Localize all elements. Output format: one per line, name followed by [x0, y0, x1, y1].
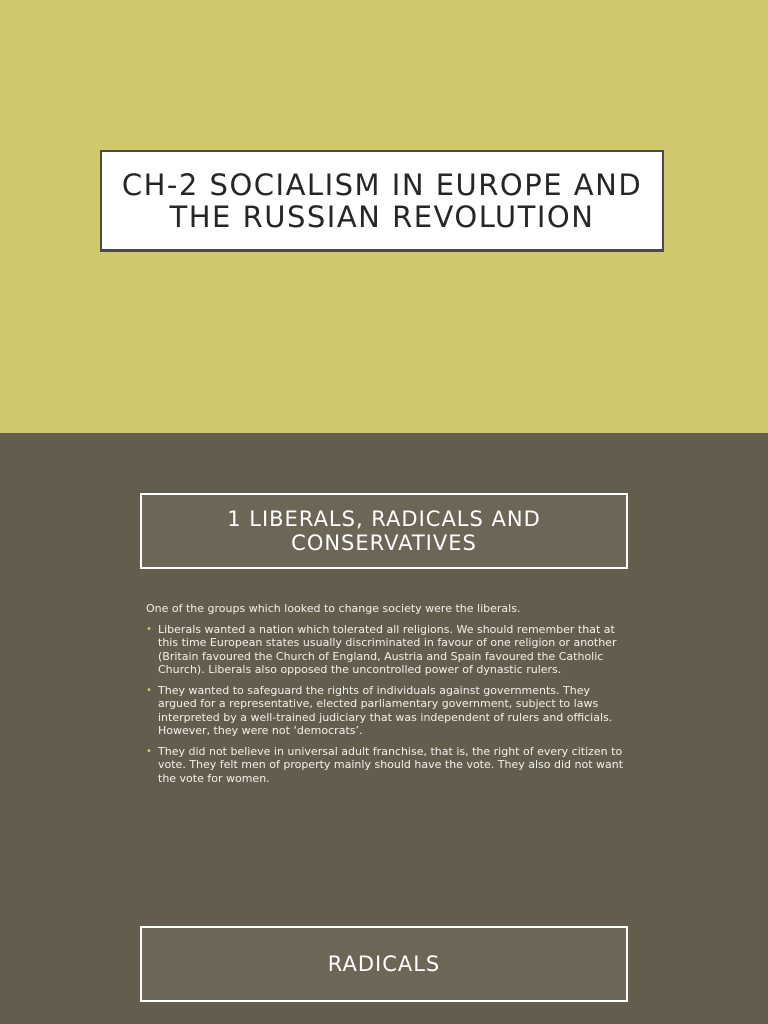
section-heading-box [140, 493, 628, 569]
bullet-item [146, 684, 624, 738]
section-heading: 1 LIBERALS, RADICALS AND CONSERVATIVES [227, 507, 541, 555]
bullet-icon: • [146, 684, 152, 696]
bullet-text: They wanted to safeguard the rights of individuals against governments. They argued for a representative, elected parliamentary government, subject to laws interpreted by a well-trained judiciary that was independent of rulers and officials. However, they were not ‘democrats’. [158, 683, 613, 737]
bullet-item [146, 745, 624, 786]
intro-text: One of the groups which looked to change society were the liberals. [146, 602, 521, 615]
title-slide [0, 0, 768, 433]
title-box [100, 150, 664, 252]
bullet-item [146, 623, 624, 677]
bullet-text: They did not believe in universal adult franchise, that is, the right of every citizen to vote. They felt men of property mainly should have the vote. They also did not want the vote for women. [158, 744, 624, 785]
next-section-heading: RADICALS [327, 952, 441, 976]
slide-body [146, 602, 624, 792]
bullet-list [146, 623, 624, 786]
slide-title: CH-2 SOCIALISM IN EUROPE AND THE RUSSIAN REVOLUTION [121, 167, 643, 234]
next-heading-box [140, 926, 628, 1002]
bullet-icon: • [146, 623, 152, 635]
bullet-text: Liberals wanted a nation which tolerated all religions. We should remember that at this time European states usually discriminated in favour of one religion or another (Britain favoured the Church of England, Austria and Spain favoured the Catholic Church). Liberals also opposed the uncontrolled power of dynastic rulers. [158, 622, 617, 676]
bullet-icon: • [146, 745, 152, 757]
content-slide [0, 433, 768, 1024]
